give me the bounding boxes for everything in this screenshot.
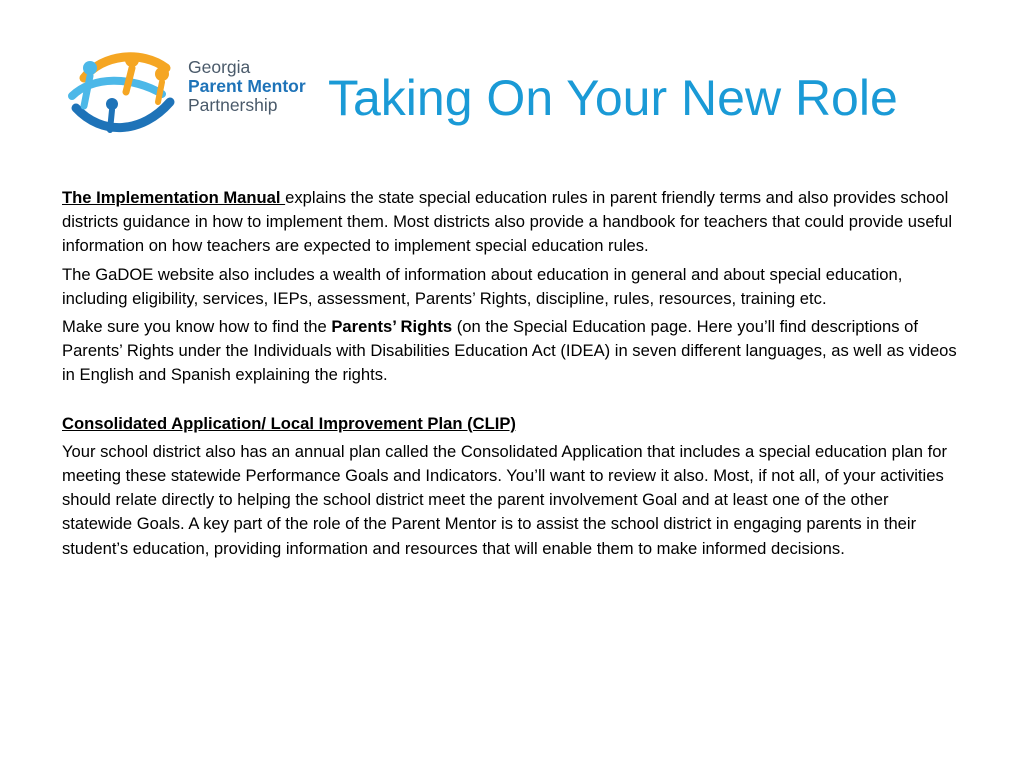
logo-wordmark [188,58,306,115]
parents-rights-intro: Make sure you know how to find the [62,317,332,337]
paragraph-parents-rights [62,315,962,388]
implementation-manual-text: explains the state special education rules in parent friendly terms and also provides school districts guidance in how to implement them. Most districts also provide a handbook for teachers that could provide useful information on how teachers are expected to implement special education rules. [62,188,953,256]
implementation-manual-label: The Implementation Manual [62,188,286,207]
slide-body [62,186,962,565]
paragraph-gadoe-website: The GaDOE website also includes a wealth of information about education in general and about special education, including eligibility, services, IEPs, assessment, Parents’ Rights, discipline, rules, resources, training etc. [62,264,903,308]
clip-heading-text: Consolidated Application/ Local Improvement Plan (CLIP) [62,413,516,433]
logo-line-parent-mentor: Parent Mentor [188,76,306,96]
paragraph-clip: Your school district also has an annual plan called the Consolidated Application that includes a special education plan for meeting these statewide Performance Goals and Indicators. You’ll want to review it also. Most, if not all, of your activities should relate directly to helping the school district meet the parent involvement Goal and at least one of the other statewide Goals. A key part of the role of the Parent Mentor is to assist the school district in engaging parents in their student’s education, providing information and resources that will enable them to make informed decisions. [62,441,947,558]
organization-logo [62,46,312,138]
parents-rights-label: Parents’ Rights [331,317,453,337]
logo-line-partnership: Partnership [188,95,278,115]
spacer [62,392,962,412]
parents-rights-text: (on the Special Education page. Here you’ll find descriptions of Parents’ Rights under the Individuals with Disabilities Education Act (IDEA) in seven different languages, as well as videos in English and Spanish explaining the rights. [62,317,957,385]
logo-line-georgia: Georgia [188,57,251,77]
paragraph-implementation-manual [62,186,962,259]
slide-title: Taking On Your New Role [328,70,898,126]
clip-heading [62,412,962,436]
logo-figures-icon [62,46,182,138]
